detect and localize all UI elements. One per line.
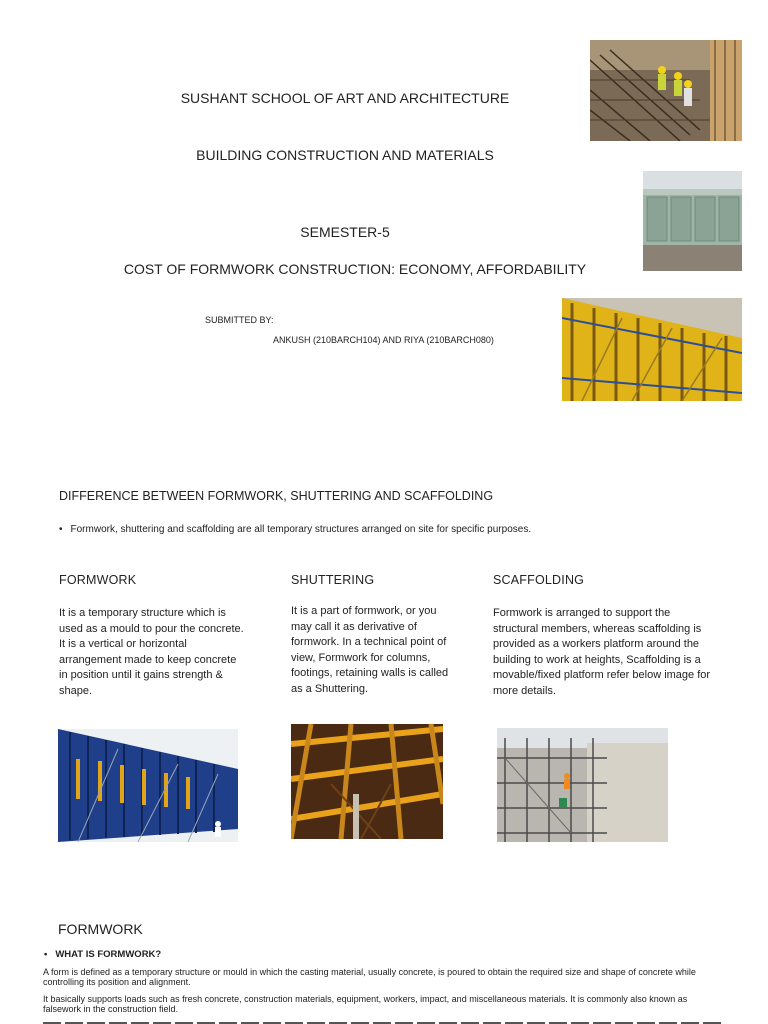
bullet-dot: • xyxy=(59,524,63,535)
formwork-column-title: FORMWORK xyxy=(59,573,137,587)
formwork-section-heading: FORMWORK xyxy=(58,921,143,937)
difference-heading: DIFFERENCE BETWEEN FORMWORK, SHUTTERING AND SCAFFOLDING xyxy=(59,489,494,503)
scaffolding-column-title: SCAFFOLDING xyxy=(493,573,585,587)
subject-title: BUILDING CONSTRUCTION AND MATERIALS xyxy=(196,147,494,163)
steel-formwork-photo xyxy=(643,171,742,271)
what-is-formwork-heading: WHAT IS FORMWORK? xyxy=(55,949,162,960)
formwork-paragraph-1: A form is defined as a temporary structure or mould in which the casting material, usually concrete, is poured to obtain the required size and shape of concrete while controlling its position and alignment. xyxy=(43,967,696,987)
yellow-formwork-photo xyxy=(562,298,742,401)
bullet-dot: • xyxy=(44,949,48,960)
submitted-by-label: SUBMITTED BY: xyxy=(205,315,274,325)
formwork-panels-photo xyxy=(58,729,238,842)
scaffolding-photo xyxy=(497,728,668,842)
what-is-formwork-row xyxy=(44,949,161,960)
formwork-paragraph-2: It basically supports loads such as fresh concrete, construction materials, equipment, workers, impact, and miscellaneous materials. It is commonly also known as falsework in the construction field. xyxy=(43,994,688,1014)
school-title: SUSHANT SCHOOL OF ART AND ARCHITECTURE xyxy=(180,90,510,106)
semester-label: SEMESTER-5 xyxy=(300,224,390,240)
cut-off-text-line xyxy=(43,1019,723,1024)
shuttering-grid-photo xyxy=(291,724,443,839)
shuttering-column-title: SHUTTERING xyxy=(291,573,375,587)
topic-title: COST OF FORMWORK CONSTRUCTION: ECONOMY, AFFORDABILITY xyxy=(123,261,587,277)
formwork-column-text: It is a temporary structure which is used as a mould to pour the concrete. It is a vertical or horizontal arrangement made to keep concrete in position until it gains strength & shape. xyxy=(59,607,244,697)
scaffolding-column-text: Formwork is arranged to support the structural members, whereas scaffolding is provided as a workers platform around the building to work at heights, Scaffolding is a movable/fixed platform refer below image for more details. xyxy=(493,607,711,697)
difference-bullet-text: Formwork, shuttering and scaffolding are all temporary structures arranged on site for specific purposes. xyxy=(70,524,532,535)
shuttering-column-text: It is a part of formwork, or you may call it as derivative of formwork. In a technical point of view, Formwork for columns, footings, retaining walls is called as a Shuttering. xyxy=(291,605,449,695)
difference-bullet-row xyxy=(59,524,531,535)
rebar-workers-photo xyxy=(590,40,742,141)
authors-line: ANKUSH (210BARCH104) AND RIYA (210BARCH080) xyxy=(273,335,494,345)
